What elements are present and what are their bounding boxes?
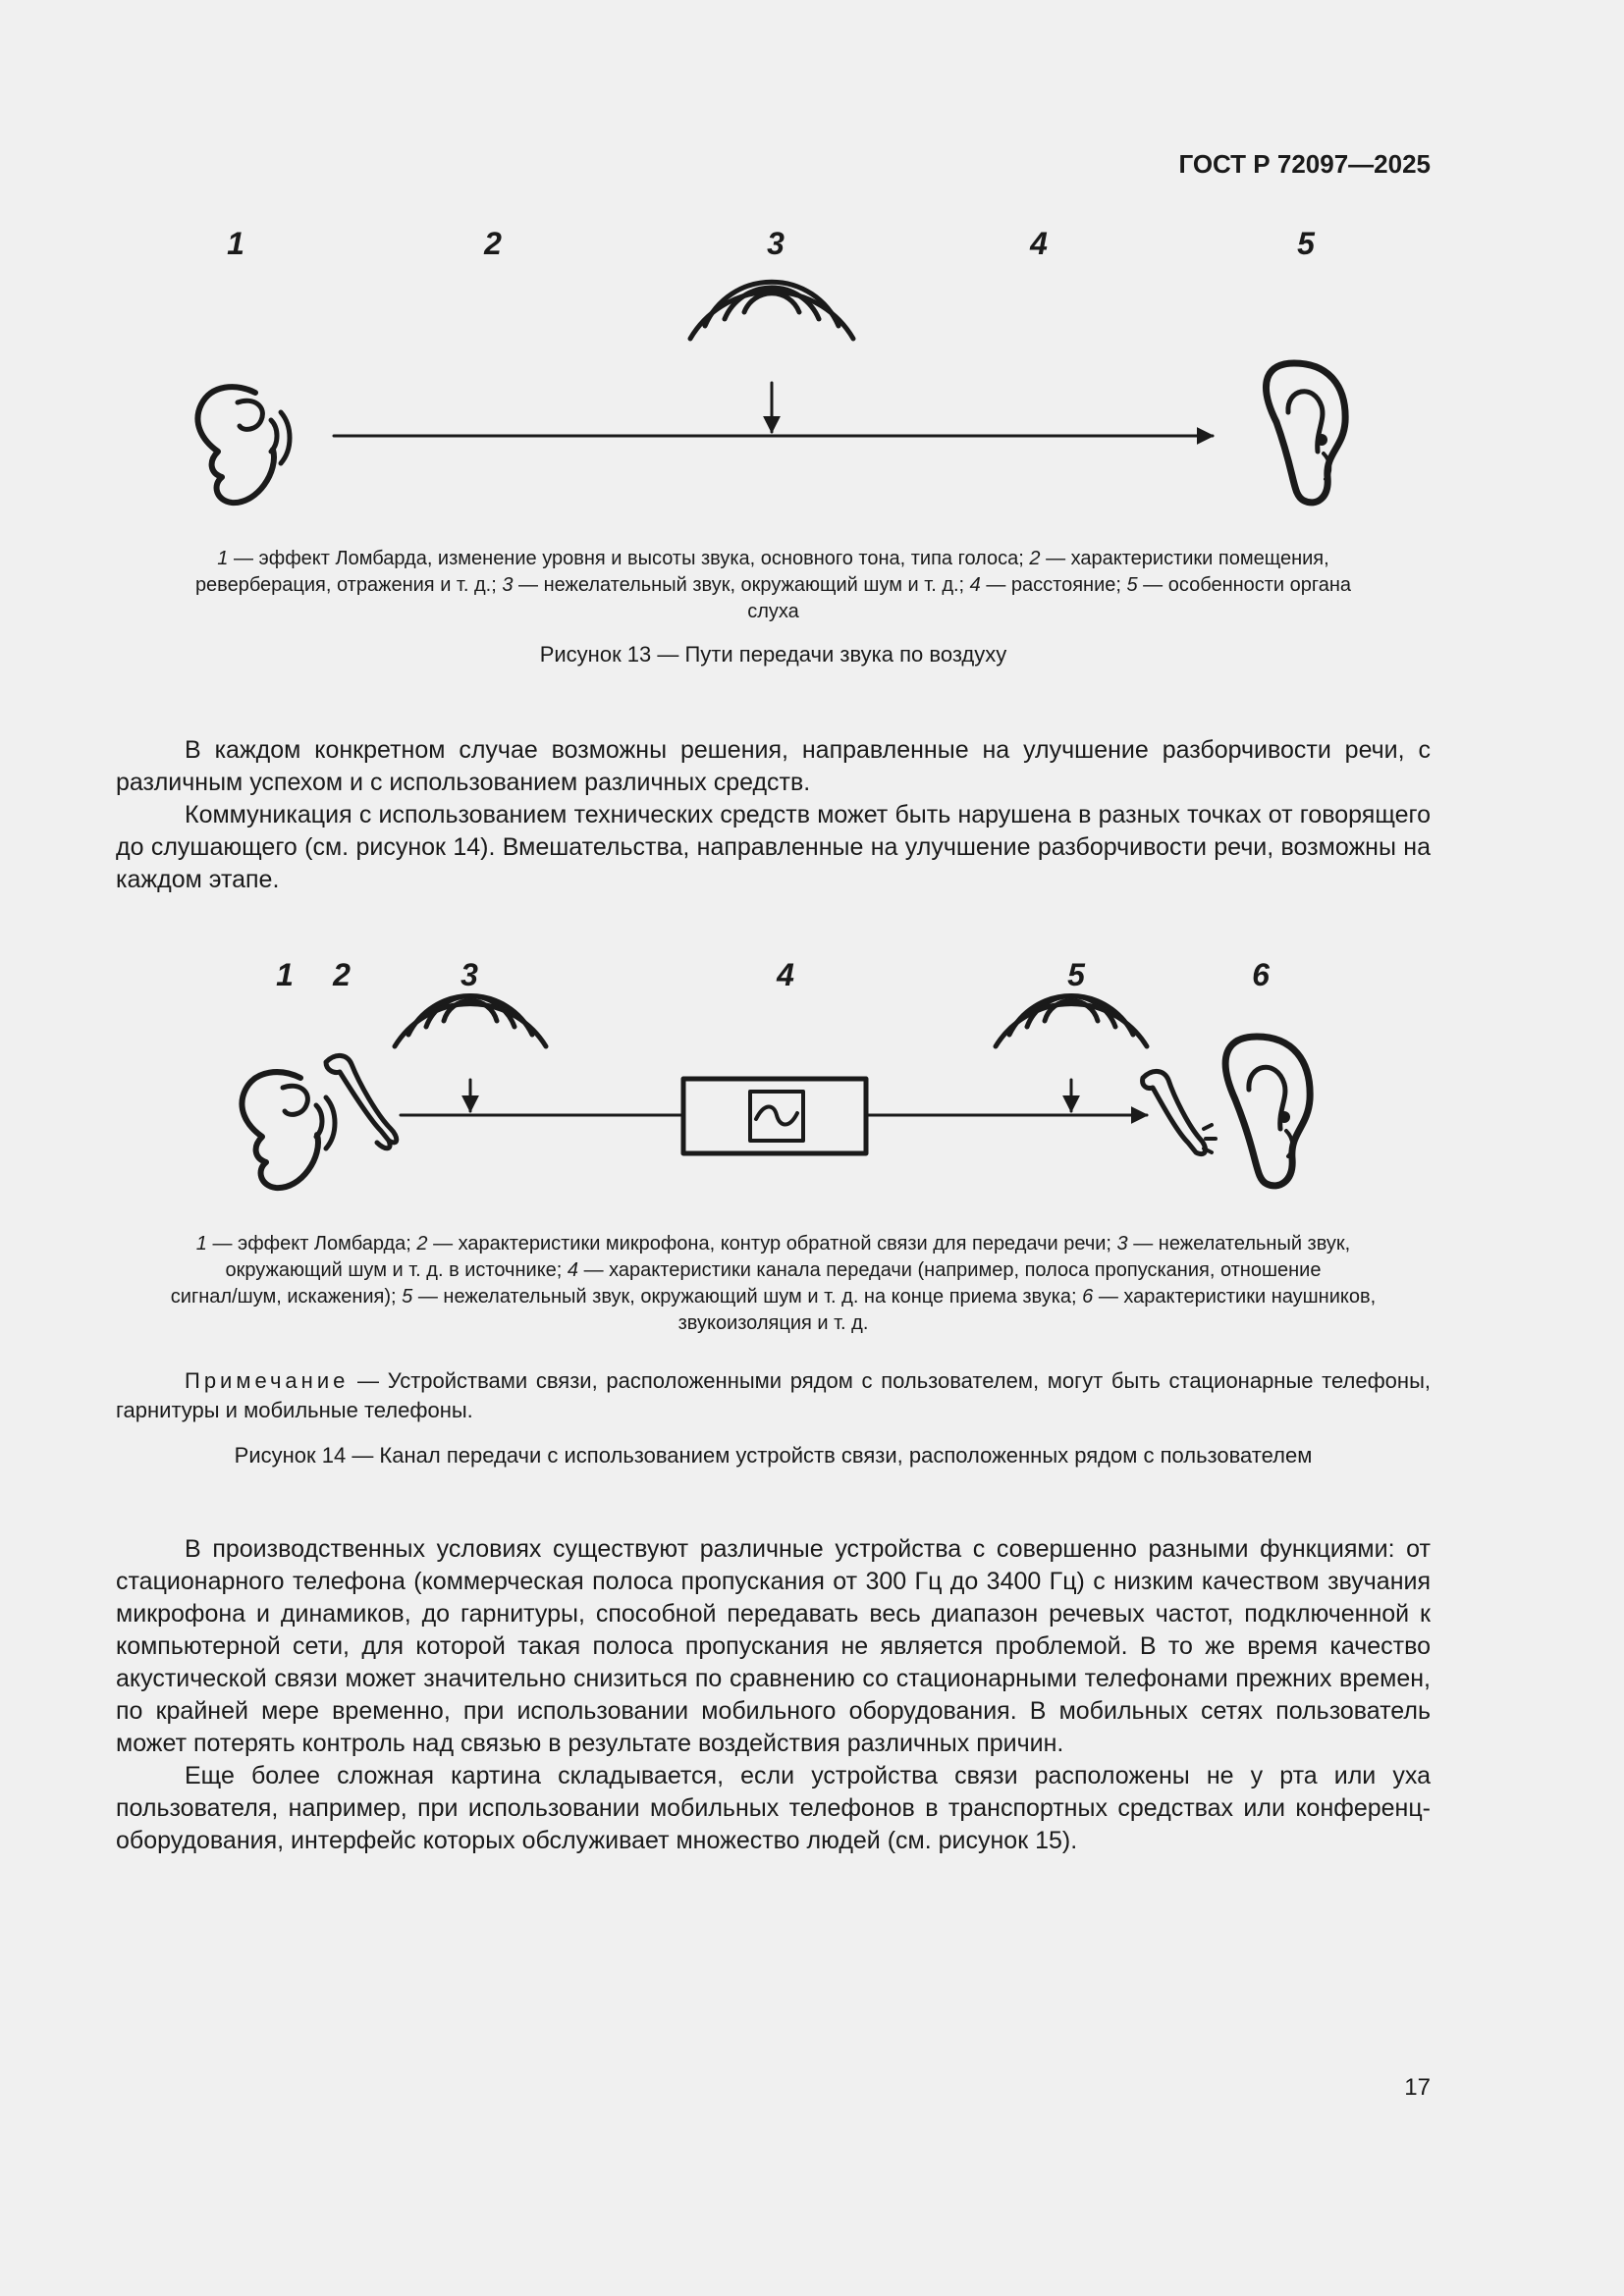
page-number: 17 <box>1404 2074 1431 2101</box>
fig14-legend-line-4: звукоизоляция и т. д. <box>677 1312 869 1334</box>
fig14-diagram <box>242 996 1310 1189</box>
fig14-receiver-handset-icon <box>1143 1071 1216 1153</box>
body-text-2 <box>116 1533 1431 1857</box>
fig13-legend-line-1: 1 — эффект Ломбарда, изменение уровня и высоты звука, основного тона, типа голоса; 2 — характеристики помещения, <box>217 548 1329 569</box>
fig14-note <box>116 1366 1431 1425</box>
fig13-label-4: 4 <box>1030 226 1048 261</box>
body-text-1 <box>116 734 1431 896</box>
fig14-label-1: 1 <box>276 957 294 992</box>
fig14-title: Рисунок 14 — Канал передачи с использованием устройств связи, расположенных рядом с пользователем <box>234 1443 1313 1468</box>
fig14-legend <box>116 1231 1431 1337</box>
paragraph: Еще более сложная картина складывается, если устройства связи расположены не у рта или уха пользователя, например, при использовании мобильных телефонов в транспортных средствах или конференц-оборудования, интерфейс которых обслуживает множество людей (см. рисунок 15). <box>116 1762 1431 1854</box>
fig14-speaking-head-icon <box>242 1072 335 1188</box>
fig13-ear-icon <box>1267 363 1346 503</box>
fig14-source-noise-waves-icon <box>395 996 546 1111</box>
paragraph: В производственных условиях существуют различные устройства с совершенно разными функциями: от стационарного телефона (коммерческая полоса пропускания от 300 Гц до 3400 Гц) с низким качеством звучания микрофона и динамиков, до гарнитуры, способной передавать весь диапазон речевых частот, подключенной к компьютерной сети, для которой такая полоса пропускания не является проблемой. В то же время качество акустической связи может значительно снизиться по сравнению со стационарными телефонами прежних времен, по крайней мере временно, при использовании мобильного оборудования. В мобильных сетях пользователь может потерять контроль над связью в результате воздействия различных причин. <box>116 1535 1431 1757</box>
fig14-ear-icon <box>1225 1037 1310 1186</box>
note-label: Примечание <box>185 1368 350 1393</box>
note-text: — Устройствами связи, расположенными рядом с пользователем, могут быть стационарные телефоны, гарнитуры и мобильные телефоны. <box>116 1368 1431 1422</box>
paragraph: Коммуникация с использованием технических средств может быть нарушена в разных точках от говорящего до слушающего (см. рисунок 14). Вмешательства, направленные на улучшение разборчивости речи, возможны на каждом этапе. <box>116 801 1431 893</box>
fig13-label-3: 3 <box>767 226 785 261</box>
fig14-legend-line-2: окружающий шум и т. д. в источнике; 4 — характеристики канала передачи (например, полоса пропускания, отношение <box>225 1259 1322 1281</box>
fig14-transmission-channel-box <box>683 1079 866 1153</box>
fig14-microphone-handset-icon <box>326 1055 397 1148</box>
fig14-label-3: 3 <box>460 957 478 992</box>
fig13-legend-line-3: слуха <box>747 601 799 622</box>
fig14-receive-noise-waves-icon <box>996 996 1147 1111</box>
fig14-label-4: 4 <box>777 957 794 992</box>
fig14-legend-line-1: 1 — эффект Ломбарда; 2 — характеристики микрофона, контур обратной связи для передачи речи; 3 — нежелательный звук, <box>195 1233 1351 1255</box>
fig13-title: Рисунок 13 — Пути передачи звука по воздуху <box>539 642 1007 667</box>
fig14-label-2: 2 <box>333 957 351 992</box>
fig13-diagram <box>197 282 1345 503</box>
fig13-legend <box>116 546 1431 625</box>
fig13-label-2: 2 <box>484 226 502 261</box>
speaking-head-icon <box>197 387 290 503</box>
fig13-legend-line-2: реверберация, отражения и т. д.; 3 — нежелательный звук, окружающий шум и т. д.; 4 — расстояние; 5 — особенности органа <box>194 574 1352 596</box>
fig14-legend-line-3: сигнал/шум, искажения); 5 — нежелательный звук, окружающий шум и т. д. на конце приема звука; 6 — характеристики наушников, <box>170 1286 1377 1308</box>
fig13-noise-waves-icon <box>690 282 853 432</box>
fig13-label-5: 5 <box>1297 226 1315 261</box>
paragraph: В каждом конкретном случае возможны решения, направленные на улучшение разборчивости речи, с различным успехом и с использованием различных средств. <box>116 736 1431 796</box>
fig14-label-6: 6 <box>1252 957 1270 992</box>
fig13-label-1: 1 <box>227 226 244 261</box>
document-code: ГОСТ Р 72097—2025 <box>1178 149 1431 179</box>
fig14-label-5: 5 <box>1067 957 1085 992</box>
